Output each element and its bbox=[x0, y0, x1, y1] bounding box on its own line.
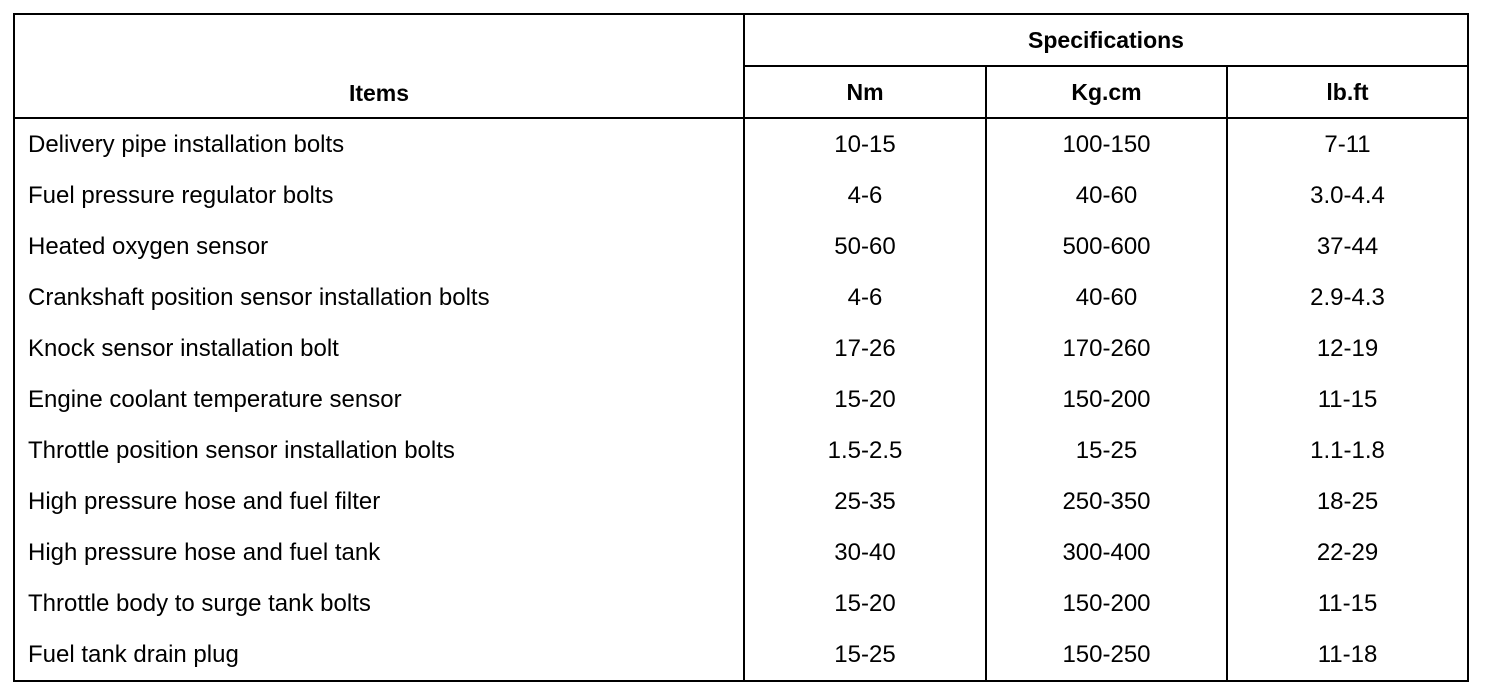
lbft-cell: 7-11 bbox=[1324, 130, 1371, 158]
table-body bbox=[14, 118, 1468, 681]
lbft-cell: 11-15 bbox=[1317, 589, 1378, 617]
specifications-header: Specifications bbox=[744, 14, 1468, 66]
nm-cell: 4-6 bbox=[744, 170, 986, 221]
lbft-cell: 3.0-4.4 bbox=[1310, 181, 1385, 209]
kgcm-cell: 500-600 bbox=[986, 221, 1227, 272]
table-row bbox=[14, 170, 1468, 221]
table-header bbox=[14, 14, 1468, 118]
nm-cell: 17-26 bbox=[744, 323, 986, 374]
nm-cell: 50-60 bbox=[744, 221, 986, 272]
kgcm-cell: 300-400 bbox=[986, 527, 1227, 578]
lbft-cell: 11-15 bbox=[1317, 385, 1378, 413]
kgcm-cell: 150-200 bbox=[986, 374, 1227, 425]
kgcm-cell: 100-150 bbox=[986, 118, 1227, 170]
item-cell: Heated oxygen sensor bbox=[14, 221, 744, 272]
lbft-column-header: lb.ft bbox=[1227, 66, 1468, 118]
table-row bbox=[14, 629, 1468, 681]
kgcm-cell: 150-200 bbox=[986, 578, 1227, 629]
item-cell: Engine coolant temperature sensor bbox=[14, 374, 744, 425]
kgcm-cell: 40-60 bbox=[986, 272, 1227, 323]
item-cell: Throttle position sensor installation bolts bbox=[14, 425, 744, 476]
kgcm-cell: 15-25 bbox=[986, 425, 1227, 476]
table-row bbox=[14, 374, 1468, 425]
table-row bbox=[14, 527, 1468, 578]
table-row bbox=[14, 221, 1468, 272]
nm-cell: 4-6 bbox=[744, 272, 986, 323]
lbft-cell: 1.1-1.8 bbox=[1310, 436, 1385, 464]
item-cell: High pressure hose and fuel filter bbox=[14, 476, 744, 527]
items-column-header: Items bbox=[14, 14, 744, 118]
item-cell: Knock sensor installation bolt bbox=[14, 323, 744, 374]
nm-cell: 10-15 bbox=[744, 118, 986, 170]
kgcm-cell: 250-350 bbox=[986, 476, 1227, 527]
nm-cell: 15-25 bbox=[744, 629, 986, 681]
item-cell: Delivery pipe installation bolts bbox=[14, 118, 744, 170]
lbft-cell: 11-18 bbox=[1317, 640, 1378, 668]
lbft-cell: 37-44 bbox=[1316, 232, 1379, 260]
nm-cell: 15-20 bbox=[744, 578, 986, 629]
nm-cell: 25-35 bbox=[744, 476, 986, 527]
nm-cell: 15-20 bbox=[744, 374, 986, 425]
table-row bbox=[14, 578, 1468, 629]
lbft-cell: 2.9-4.3 bbox=[1310, 283, 1385, 311]
table-row bbox=[14, 118, 1468, 170]
item-cell: Throttle body to surge tank bolts bbox=[14, 578, 744, 629]
nm-column-header: Nm bbox=[744, 66, 986, 118]
item-cell: Crankshaft position sensor installation bolts bbox=[14, 272, 744, 323]
nm-cell: 30-40 bbox=[744, 527, 986, 578]
kgcm-cell: 150-250 bbox=[986, 629, 1227, 681]
table-row bbox=[14, 425, 1468, 476]
lbft-cell: 12-19 bbox=[1316, 334, 1379, 362]
item-cell: Fuel tank drain plug bbox=[14, 629, 744, 681]
table-row bbox=[14, 272, 1468, 323]
torque-spec-table bbox=[13, 13, 1469, 682]
lbft-cell: 22-29 bbox=[1316, 538, 1379, 566]
lbft-cell: 18-25 bbox=[1316, 487, 1379, 515]
table-row bbox=[14, 323, 1468, 374]
item-cell: High pressure hose and fuel tank bbox=[14, 527, 744, 578]
kgcm-cell: 170-260 bbox=[986, 323, 1227, 374]
nm-cell: 1.5-2.5 bbox=[744, 425, 986, 476]
item-cell: Fuel pressure regulator bolts bbox=[14, 170, 744, 221]
table-row bbox=[14, 476, 1468, 527]
kgcm-column-header: Kg.cm bbox=[986, 66, 1227, 118]
kgcm-cell: 40-60 bbox=[986, 170, 1227, 221]
